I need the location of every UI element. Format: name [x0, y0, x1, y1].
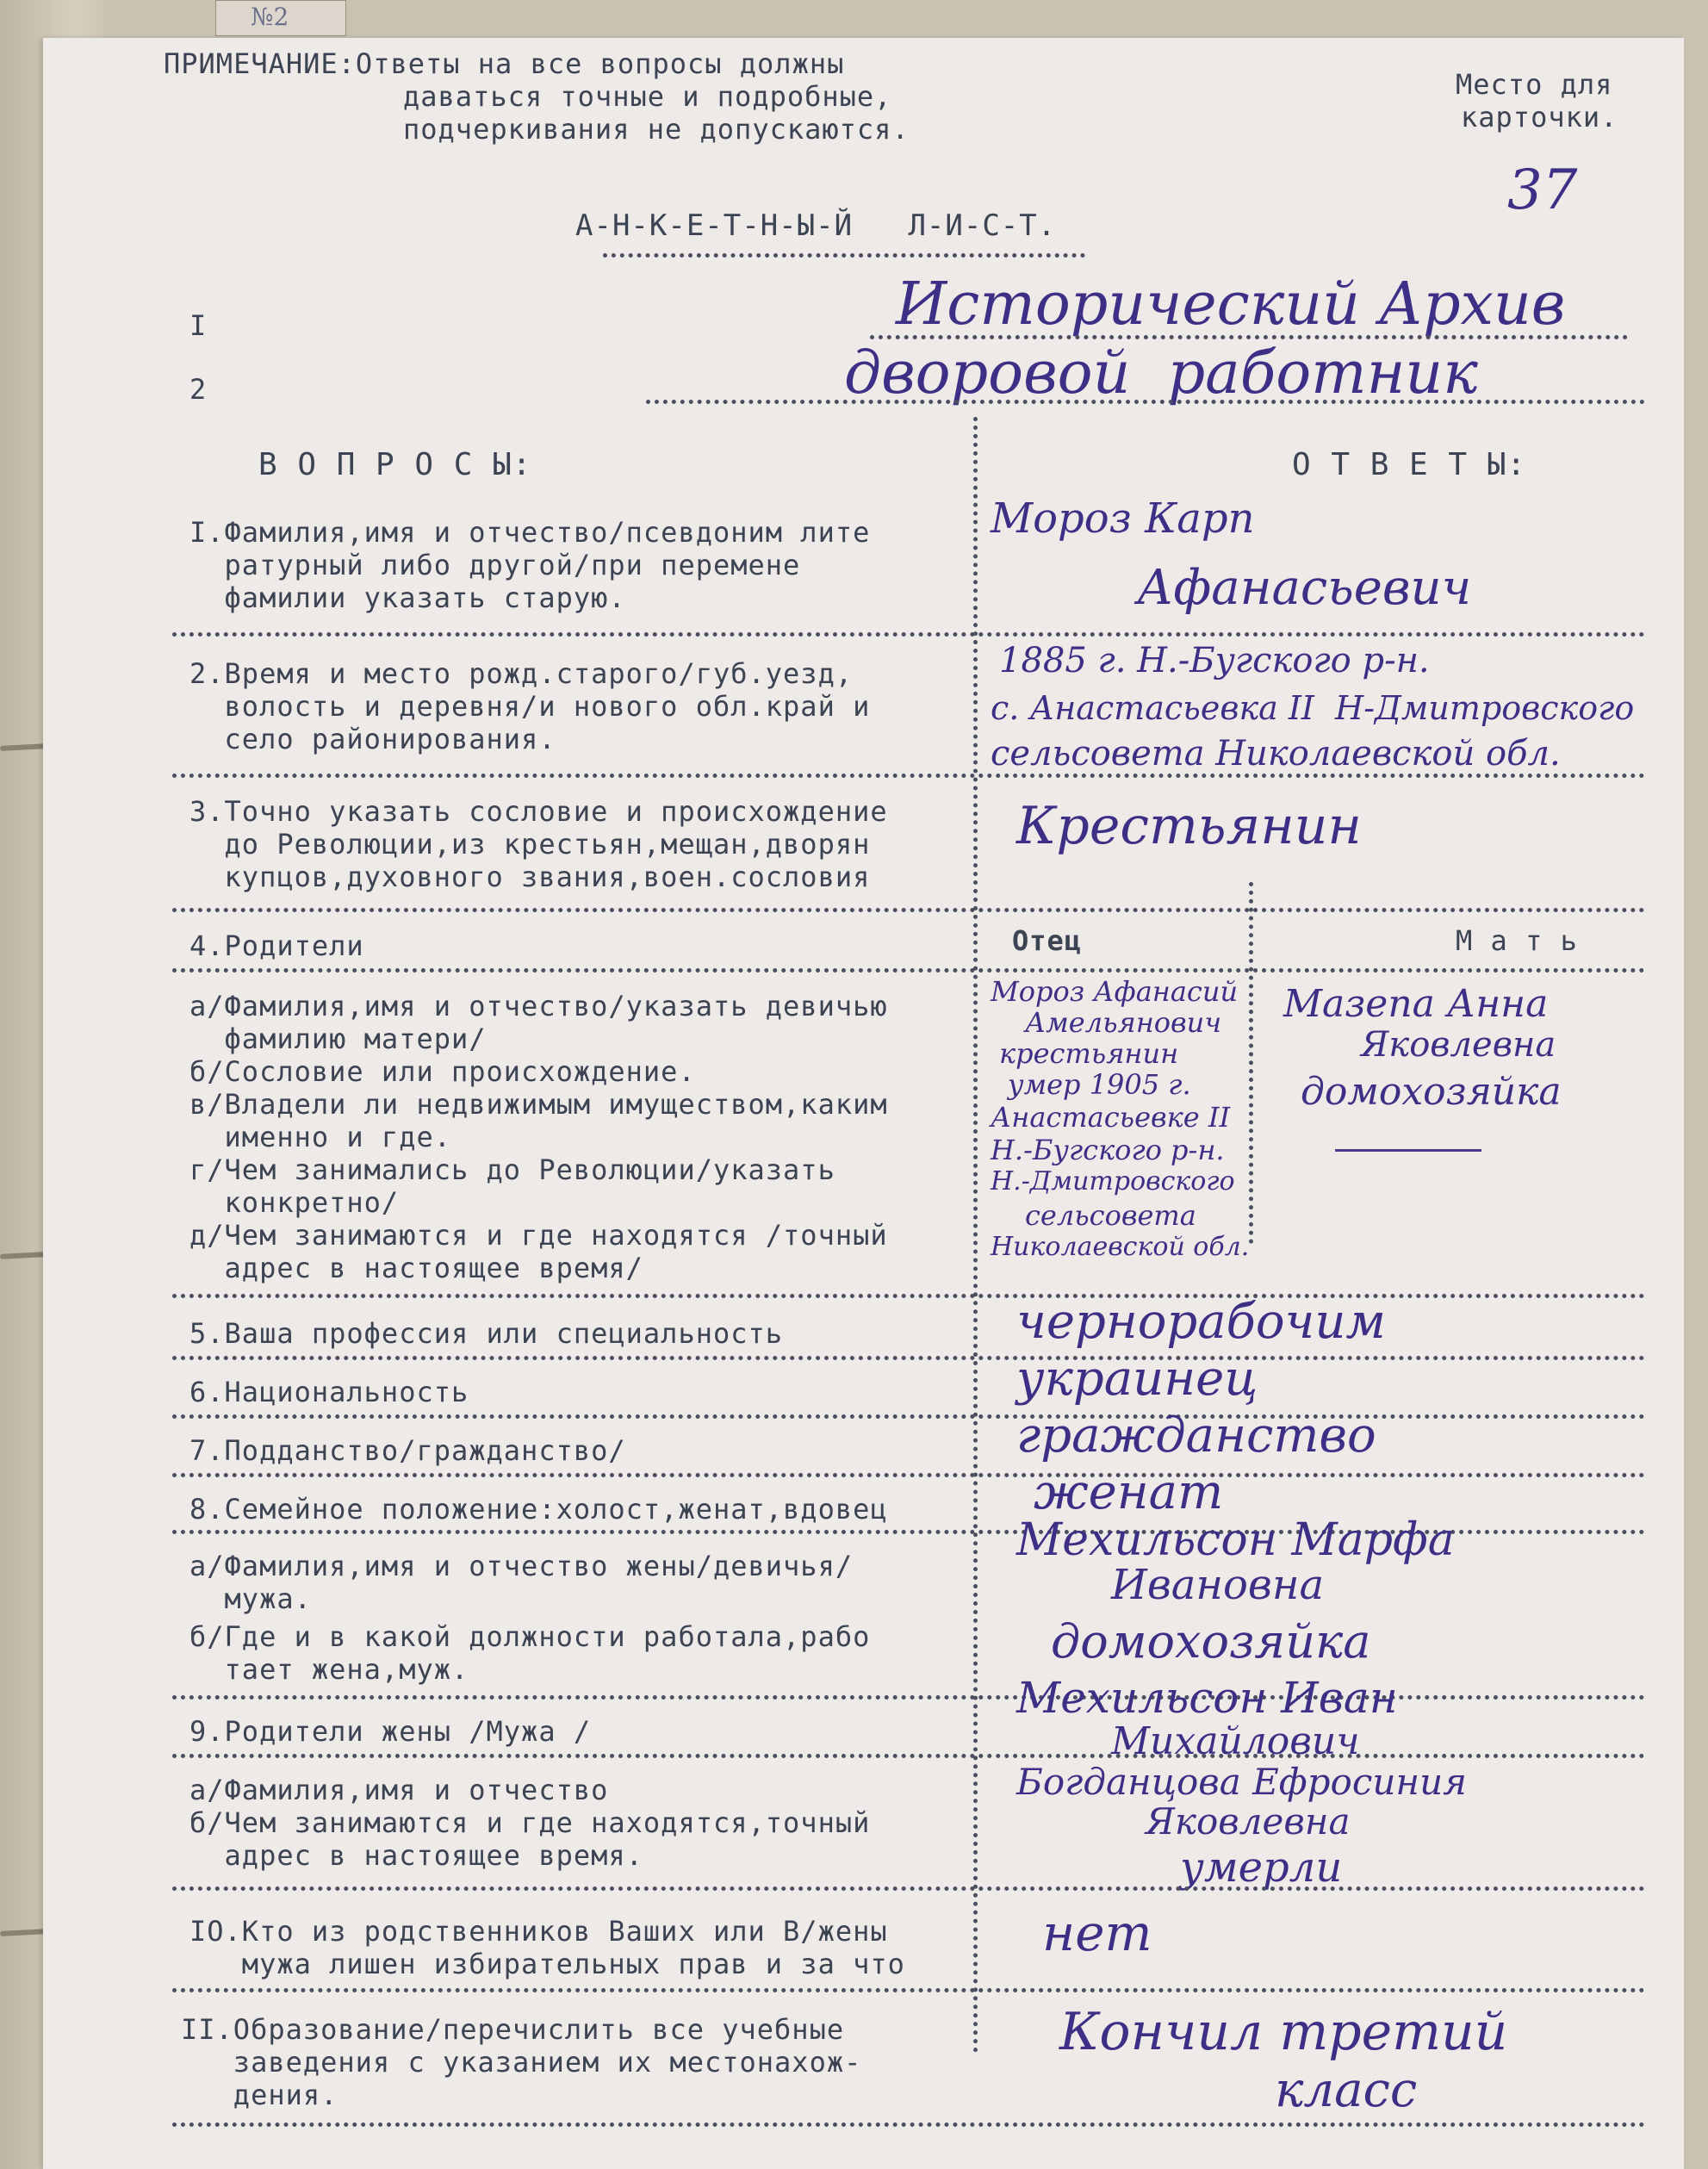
row-separator — [172, 1754, 1645, 1758]
answer-spouse: Ивановна — [1111, 1561, 1325, 1609]
question-line: 5.Ваша профессия или специальность — [189, 1317, 784, 1350]
question-line: 3.Точно указать сословие и происхождение — [189, 795, 888, 828]
leader-dots — [646, 400, 1645, 404]
row-separator — [172, 1695, 1645, 1700]
father-header: Отец — [1012, 924, 1083, 957]
answer-marital: женат — [1034, 1464, 1224, 1520]
answer-education: класс — [1275, 2062, 1418, 2118]
answer-inlaws: Богданцова Ефросиния — [1016, 1761, 1467, 1803]
father-line: крестьянин — [999, 1037, 1179, 1070]
question-line: а/Фамилия,имя и отчество жены/девичья/ — [189, 1550, 854, 1582]
question-line: 7.Подданство/гражданство/ — [189, 1434, 626, 1467]
question-line: конкретно/ — [189, 1186, 400, 1219]
questionnaire-sheet — [43, 38, 1684, 2169]
answer-name: Мороз Карп — [991, 494, 1255, 543]
father-line: Николаевской обл. — [991, 1232, 1250, 1262]
father-line: Н.-Дмитровского — [991, 1166, 1235, 1196]
question-line: д/Чем занимаются и где находятся /точный — [189, 1219, 888, 1252]
question-line: 6.Национальность — [189, 1376, 469, 1408]
row-separator — [172, 632, 1645, 637]
question-line: II.Образование/перечислить все учебные — [181, 2013, 845, 2046]
question-line: 9.Родители жены /Мужа / — [189, 1715, 592, 1748]
note-line: даваться точные и подробные, — [403, 80, 892, 113]
father-line: Н.-Бугского р-н. — [991, 1134, 1225, 1166]
mother-line: домохозяйка — [1301, 1070, 1562, 1114]
answer-inlaws: Михайлович — [1111, 1719, 1360, 1763]
question-line: б/Чем занимаются и где находятся,точный — [189, 1806, 871, 1839]
row-separator — [172, 1414, 1645, 1419]
question-line: в/Владели ли недвижимым имуществом,каким — [189, 1088, 888, 1121]
question-line: 4.Родители — [189, 929, 364, 962]
page-number: 37 — [1507, 158, 1578, 222]
title-underline — [603, 253, 1085, 258]
question-line: I.Фамилия,имя и отчество/псевдоним лите — [189, 516, 871, 549]
answer-spouse-work: домохозяйка — [1051, 1614, 1371, 1669]
father-line: умер 1905 г. — [1008, 1068, 1191, 1101]
photo-place-label: Место для — [1456, 68, 1613, 101]
row-separator — [172, 1356, 1645, 1360]
question-line: именно и где. — [189, 1121, 451, 1153]
question-line: до Революции,из крестьян,мещан,дворян — [189, 828, 871, 861]
question-institution: I — [189, 309, 208, 342]
answer-disenfranchised: нет — [1042, 1904, 1152, 1962]
note-line: подчеркивания не допускаются. — [403, 113, 910, 146]
answer-position: дворовой работник — [844, 339, 1478, 407]
answer-profession: чернорабочим — [1016, 1294, 1386, 1350]
answer-birth: с. Анастасьевка II Н-Дмитровского — [991, 689, 1635, 727]
question-line: г/Чем занимались до Революции/указать — [189, 1153, 835, 1186]
row-separator — [172, 968, 1645, 973]
question-line: фамилию матери/ — [189, 1022, 487, 1055]
answer-inlaws-status: умерли — [1180, 1843, 1343, 1892]
question-line: б/Сословие или происхождение. — [189, 1055, 696, 1088]
father-line: Анастасьевке II — [991, 1101, 1231, 1134]
mother-header: М а т ь — [1456, 924, 1578, 957]
father-line: Мороз Афанасий — [991, 975, 1239, 1008]
archive-mark: №2 — [215, 0, 346, 36]
question-line: тает жена,муж. — [189, 1653, 469, 1686]
question-line: ратурный либо другой/при перемене — [189, 549, 801, 581]
answer-birth: 1885 г. Н.-Бугского р-н. — [999, 641, 1430, 681]
question-line: 2.Время и место рожд.старого/губ.уезд, — [189, 657, 854, 690]
question-line: купцов,духовного звания,воен.сословия — [189, 861, 871, 893]
answer-institution: Исторический Архив — [896, 270, 1566, 339]
answers-header: О Т В Е Т Ы: — [1292, 447, 1527, 482]
question-line: волость и деревня/и нового обл.край и — [189, 690, 871, 723]
form-title: А-Н-К-Е-Т-Н-Ы-Й Л-И-С-Т. — [575, 208, 1057, 243]
parents-divider — [1249, 882, 1253, 1244]
answer-inlaws: Яковлевна — [1146, 1800, 1351, 1843]
questions-header: В О П Р О С Ы: — [258, 447, 532, 482]
question-line: а/Фамилия,имя и отчество — [189, 1774, 609, 1806]
question-line: адрес в настоящее время. — [189, 1839, 643, 1872]
mother-line: Мазепа Анна — [1283, 982, 1549, 1026]
row-separator — [172, 1473, 1645, 1477]
question-line: адрес в настоящее время/ — [189, 1252, 643, 1284]
question-line: б/Где и в какой должности работала,рабо — [189, 1620, 871, 1653]
question-line: мужа лишен избирательных прав и за что — [189, 1948, 905, 1980]
question-line: село районирования. — [189, 723, 556, 755]
answer-spouse: Мехильсон Марфа — [1016, 1514, 1455, 1566]
answer-education: Кончил третий — [1059, 2002, 1508, 2062]
mother-blank-dash — [1335, 1149, 1481, 1152]
row-separator — [172, 1886, 1645, 1891]
column-divider — [973, 417, 978, 2054]
note-line: ПРИМЕЧАНИЕ:Ответы на все вопросы должны — [164, 47, 845, 80]
answer-citizenship: гражданство — [1016, 1408, 1376, 1464]
answer-class: Крестьянин — [1016, 796, 1362, 856]
question-line: 8.Семейное положение:холост,женат,вдовец — [189, 1493, 888, 1526]
answer-inlaws: Мехильсон Иван — [1016, 1673, 1398, 1723]
question-line: заведения с указанием их местонахож- — [181, 2046, 862, 2079]
question-line: IО.Кто из родственников Ваших или В/жены — [189, 1915, 888, 1948]
question-position: 2 — [189, 373, 208, 406]
question-line: а/Фамилия,имя и отчество/указать девичью — [189, 990, 888, 1022]
question-line: дения. — [181, 2079, 338, 2111]
father-line: сельсовета — [1025, 1199, 1196, 1232]
photo-place-label: карточки. — [1461, 101, 1618, 134]
father-line: Амельянович — [1025, 1006, 1222, 1039]
row-separator — [172, 2122, 1645, 2127]
answer-name: Афанасьевич — [1137, 560, 1472, 616]
question-line: фамилии указать старую. — [189, 581, 626, 614]
answer-birth: сельсовета Николаевской обл. — [991, 734, 1561, 774]
mother-line: Яковлевна — [1361, 1025, 1556, 1065]
row-separator — [172, 908, 1645, 912]
answer-nationality: украинец — [1016, 1351, 1258, 1407]
row-separator — [172, 1294, 1645, 1298]
question-line: мужа. — [189, 1582, 312, 1615]
row-separator — [172, 774, 1645, 778]
row-separator — [172, 1988, 1645, 1992]
